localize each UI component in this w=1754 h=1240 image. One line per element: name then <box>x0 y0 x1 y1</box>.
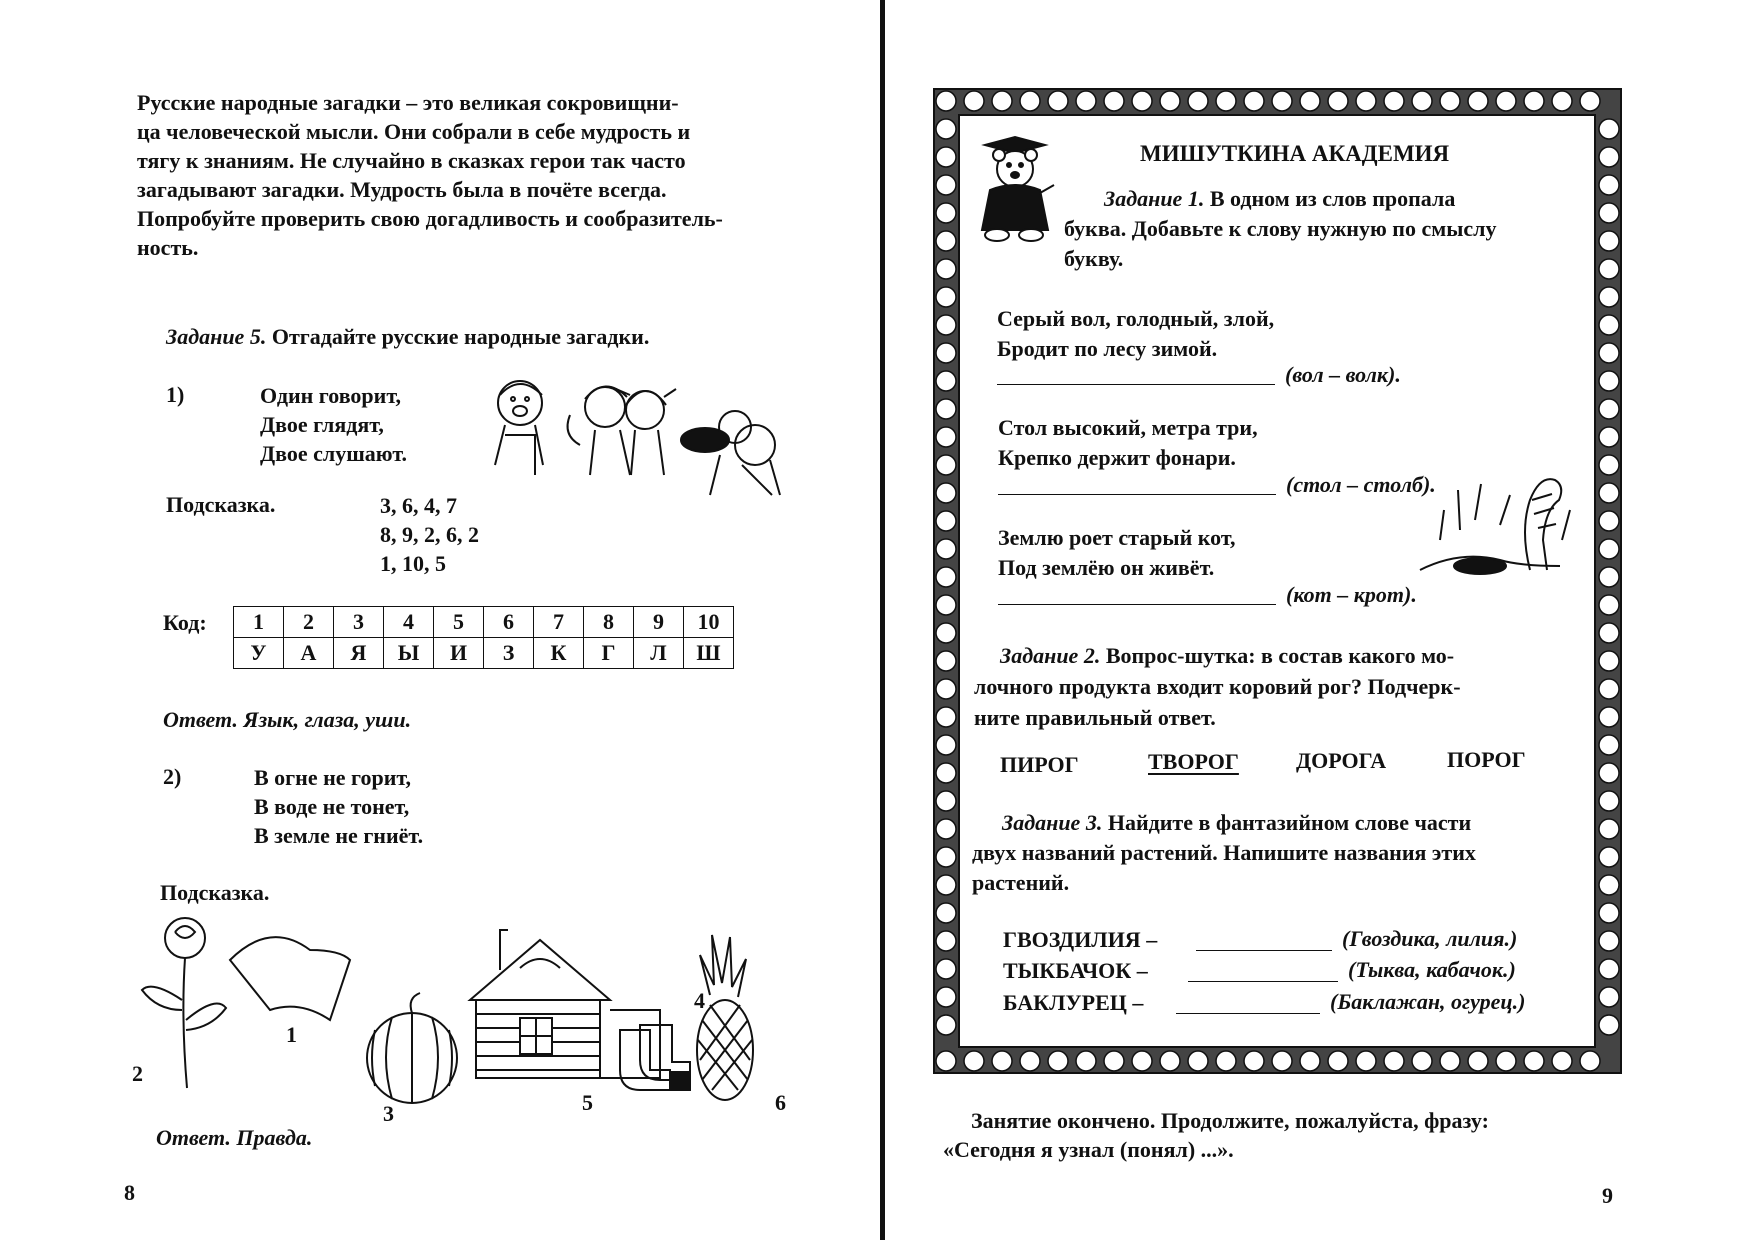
frame-circle <box>1328 1051 1348 1071</box>
frame-circle <box>1468 1051 1488 1071</box>
frame-circle <box>1599 231 1619 251</box>
riddle1-answer: Ответ. Язык, глаза, уши. <box>163 707 412 732</box>
frame-circle <box>936 735 956 755</box>
frame-circle <box>936 511 956 531</box>
frame-circle <box>1104 91 1124 111</box>
answer-line <box>1176 1013 1320 1014</box>
frame-circle <box>936 259 956 279</box>
riddle-line: Один говорит, <box>260 383 401 408</box>
code-cell: 9 <box>634 607 684 638</box>
frame-circle <box>1599 203 1619 223</box>
frame-circle <box>936 875 956 895</box>
frame-circle <box>1272 1051 1292 1071</box>
frame-circle <box>1496 91 1516 111</box>
task2-instructions <box>974 640 1584 733</box>
code-cell: 10 <box>684 607 734 638</box>
poem-2 <box>998 413 1258 473</box>
frame-circle <box>936 679 956 699</box>
frame-circle <box>1216 1051 1236 1071</box>
frame-circle <box>1412 91 1432 111</box>
code-cell: Г <box>584 638 634 669</box>
fantasy-word-1: ГВОЗДИЛИЯ – <box>1003 927 1158 952</box>
frame-circle <box>964 91 984 111</box>
task2-line: лочного продукта входит коровий рог? Подчерк- <box>974 674 1461 699</box>
option-porog[interactable]: ПОРОГ <box>1447 747 1526 772</box>
poem-1-answer: (вол – волк). <box>1285 362 1401 387</box>
riddle-line: Двое слушают. <box>260 441 407 466</box>
frame-circle <box>936 623 956 643</box>
code-cell: Ш <box>684 638 734 669</box>
frame-circle <box>1580 1051 1600 1071</box>
frame-circle <box>1384 91 1404 111</box>
frame-circle <box>936 567 956 587</box>
frame-circle <box>1599 819 1619 839</box>
frame-circle <box>936 987 956 1007</box>
poem-line: Стол высокий, метра три, <box>998 415 1258 440</box>
page-number-right: 9 <box>1602 1183 1613 1208</box>
riddle-line: В воде не тонет, <box>254 794 410 819</box>
frame-circle <box>936 595 956 615</box>
book-spine <box>880 0 885 1240</box>
picture-number-1: 1 <box>286 1022 297 1047</box>
frame-circle <box>936 231 956 251</box>
answer-line <box>1188 981 1338 982</box>
frame-circle <box>1599 1015 1619 1035</box>
frame-circle <box>1384 1051 1404 1071</box>
picture-number-6: 6 <box>775 1090 786 1115</box>
riddle2-text <box>254 763 423 850</box>
frame-circle <box>1132 1051 1152 1071</box>
frame-circle <box>1599 987 1619 1007</box>
riddle-line: Двое глядят, <box>260 412 384 437</box>
frame-circle <box>1048 1051 1068 1071</box>
fantasy-answer-3: (Баклажан, огурец.) <box>1330 989 1526 1014</box>
frame-circle <box>1188 1051 1208 1071</box>
frame-circle <box>1599 287 1619 307</box>
intro-line: ца человеческой мысли. Они собрали в себе мудрость и <box>137 119 691 144</box>
answer-line <box>997 384 1275 385</box>
code-cell: 8 <box>584 607 634 638</box>
frame-circle <box>1244 1051 1264 1071</box>
frame-circle <box>1048 91 1068 111</box>
riddle-line: В огне не горит, <box>254 765 412 790</box>
option-tvorog-underlined[interactable]: ТВОРОГ <box>1148 749 1239 774</box>
intro-line: ность. <box>137 235 199 260</box>
fantasy-word-2: ТЫКБАЧОК – <box>1003 958 1148 983</box>
frame-circle <box>1160 1051 1180 1071</box>
frame-circle <box>1300 1051 1320 1071</box>
task3-line: растений. <box>972 870 1070 895</box>
task1-label: Задание 1. <box>1104 186 1205 211</box>
frame-circle <box>1076 1051 1096 1071</box>
bear-graduate-illustration <box>965 135 1055 245</box>
frame-circle <box>1552 1051 1572 1071</box>
frame-circle <box>936 791 956 811</box>
code-cell: И <box>434 638 484 669</box>
frame-circle <box>1599 147 1619 167</box>
frame-circle <box>936 651 956 671</box>
frame-circle <box>1412 1051 1432 1071</box>
frame-circle <box>1440 91 1460 111</box>
frame-circle <box>1440 1051 1460 1071</box>
task1-line: В одном из слов пропала <box>1209 186 1456 211</box>
task1-instructions <box>1064 184 1584 274</box>
frame-circle <box>1599 399 1619 419</box>
hint-line: 3, 6, 4, 7 <box>380 493 457 518</box>
frame-circle <box>1020 1051 1040 1071</box>
code-cell: З <box>484 638 534 669</box>
frame-circle <box>1599 623 1619 643</box>
poem-line: Серый вол, голодный, злой, <box>997 306 1275 331</box>
poem-line: Крепко держит фонари. <box>998 445 1236 470</box>
riddle1-hint-label: Подсказка. <box>166 492 276 517</box>
frame-circle <box>1599 679 1619 699</box>
task2-label: Задание 2. <box>1000 643 1101 668</box>
frame-circle <box>1599 259 1619 279</box>
frame-circle <box>1552 91 1572 111</box>
frame-circle <box>1599 875 1619 895</box>
poem-3-answer: (кот – крот). <box>1286 582 1417 607</box>
task2-line: Вопрос-шутка: в состав какого мо- <box>1105 643 1455 668</box>
task3-line: Найдите в фантазийном слове части <box>1107 810 1472 835</box>
riddle2-number: 2) <box>163 764 182 789</box>
frame-circle <box>1328 91 1348 111</box>
frame-circle <box>1020 91 1040 111</box>
frame-circle <box>1599 735 1619 755</box>
code-table <box>233 606 734 669</box>
frame-circle <box>936 175 956 195</box>
frame-circle <box>936 455 956 475</box>
frame-circle <box>1599 427 1619 447</box>
frame-circle <box>936 371 956 391</box>
task5-label: Задание 5. <box>166 324 267 349</box>
task2-line: ните правильный ответ. <box>974 705 1216 730</box>
frame-circle <box>1599 959 1619 979</box>
poem-line: Землю роет старый кот, <box>998 525 1236 550</box>
picture-hints <box>120 910 820 1110</box>
frame-circle <box>1300 91 1320 111</box>
frame-circle <box>936 147 956 167</box>
hint-line: 8, 9, 2, 6, 2 <box>380 522 479 547</box>
task3-line: двух названий растений. Напишите названия этих <box>972 840 1476 865</box>
mole-illustration <box>1420 470 1585 580</box>
frame-circle <box>1272 91 1292 111</box>
intro-line: загадывают загадки. Мудрость была в почёте всегда. <box>137 177 667 202</box>
task3-label: Задание 3. <box>1002 810 1103 835</box>
closing-line: «Сегодня я узнал (понял) ...». <box>943 1137 1234 1162</box>
intro-line: Попробуйте проверить свою догадливость и сообразитель- <box>137 206 723 231</box>
frame-circle <box>936 763 956 783</box>
code-cell: 7 <box>534 607 584 638</box>
academy-title: МИШУТКИНА АКАДЕМИЯ <box>1140 141 1450 166</box>
intro-paragraph <box>137 88 827 262</box>
frame-circle <box>1356 1051 1376 1071</box>
frame-circle <box>936 483 956 503</box>
code-cell: 2 <box>284 607 334 638</box>
frame-circle <box>1188 91 1208 111</box>
frame-circle <box>1104 1051 1124 1071</box>
frame-circle <box>936 203 956 223</box>
frame-circle <box>1599 483 1619 503</box>
code-cell: Я <box>334 638 384 669</box>
code-number-row <box>234 607 734 638</box>
picture-number-2: 2 <box>132 1061 143 1086</box>
frame-circle <box>992 91 1012 111</box>
frame-circle <box>936 1015 956 1035</box>
frame-circle <box>936 539 956 559</box>
frame-circle <box>936 847 956 867</box>
code-cell: У <box>234 638 284 669</box>
code-cell: 6 <box>484 607 534 638</box>
poem-2-answer: (стол – столб). <box>1286 472 1436 497</box>
frame-circle <box>1599 847 1619 867</box>
fantasy-word-3: БАКЛУРЕЦ – <box>1003 990 1144 1015</box>
code-cell: К <box>534 638 584 669</box>
option-doroga[interactable]: ДОРОГА <box>1296 748 1387 773</box>
frame-circle <box>936 1051 956 1071</box>
riddle-line: В земле не гниёт. <box>254 823 424 848</box>
code-cell: 4 <box>384 607 434 638</box>
frame-circle <box>1599 539 1619 559</box>
frame-circle <box>1496 1051 1516 1071</box>
riddle1-hint-numbers <box>380 491 479 578</box>
answer-line <box>998 604 1276 605</box>
children-illustration <box>480 375 820 500</box>
frame-circle <box>1132 91 1152 111</box>
fantasy-answer-2: (Тыква, кабачок.) <box>1348 957 1516 982</box>
frame-circle <box>1599 315 1619 335</box>
frame-circle <box>936 427 956 447</box>
code-cell: 1 <box>234 607 284 638</box>
code-cell: 3 <box>334 607 384 638</box>
poem-1 <box>997 304 1274 364</box>
frame-circle <box>992 1051 1012 1071</box>
task5-heading <box>166 322 649 351</box>
code-cell: Л <box>634 638 684 669</box>
answer-line <box>1196 950 1332 951</box>
poem-line: Бродит по лесу зимой. <box>997 336 1218 361</box>
code-label: Код: <box>163 610 207 635</box>
frame-circle <box>1356 91 1376 111</box>
fantasy-answer-1: (Гвоздика, лилия.) <box>1342 926 1518 951</box>
answer-line <box>998 494 1276 495</box>
frame-circle <box>936 819 956 839</box>
frame-circle <box>1599 651 1619 671</box>
code-cell: А <box>284 638 334 669</box>
code-cell: 5 <box>434 607 484 638</box>
picture-number-5: 5 <box>582 1090 593 1115</box>
frame-circle <box>1076 91 1096 111</box>
frame-circle <box>1599 175 1619 195</box>
frame-circle <box>1599 931 1619 951</box>
riddle1-text <box>260 381 407 468</box>
frame-circle <box>936 707 956 727</box>
frame-circle <box>1599 763 1619 783</box>
frame-circle <box>1580 91 1600 111</box>
code-letter-row <box>234 638 734 669</box>
task3-instructions <box>972 808 1584 898</box>
riddle1-number: 1) <box>166 382 185 407</box>
frame-circle <box>936 315 956 335</box>
riddle2-hint-label: Подсказка. <box>160 880 270 905</box>
frame-circle <box>1599 903 1619 923</box>
task1-line: букву. <box>1064 246 1124 271</box>
frame-circle <box>1160 91 1180 111</box>
intro-line: тягу к знаниям. Не случайно в сказках герои так часто <box>137 148 686 173</box>
hint-line: 1, 10, 5 <box>380 551 446 576</box>
code-cell: Ы <box>384 638 434 669</box>
frame-circle <box>1599 455 1619 475</box>
frame-circle <box>936 343 956 363</box>
frame-circle <box>936 119 956 139</box>
frame-circle <box>1599 595 1619 615</box>
frame-circle <box>1599 707 1619 727</box>
page-number-left: 8 <box>124 1180 135 1205</box>
frame-circle <box>964 1051 984 1071</box>
riddle2-answer: Ответ. Правда. <box>156 1125 313 1150</box>
frame-circle <box>936 903 956 923</box>
frame-circle <box>1599 511 1619 531</box>
picture-number-3: 3 <box>383 1101 394 1126</box>
intro-line: Русские народные загадки – это великая сокровищни- <box>137 90 679 115</box>
frame-circle <box>1216 91 1236 111</box>
option-pirog[interactable]: ПИРОГ <box>1000 752 1079 777</box>
frame-circle <box>936 399 956 419</box>
poem-3 <box>998 523 1236 583</box>
frame-circle <box>936 931 956 951</box>
closing-text <box>943 1106 1614 1164</box>
frame-circle <box>1599 791 1619 811</box>
task5-text: Отгадайте русские народные загадки. <box>271 324 650 349</box>
poem-line: Под землёю он живёт. <box>998 555 1215 580</box>
frame-circle <box>936 287 956 307</box>
frame-circle <box>1599 119 1619 139</box>
frame-circle <box>1244 91 1264 111</box>
closing-line: Занятие окончено. Продолжите, пожалуйста, фразу: <box>971 1108 1489 1133</box>
frame-circle <box>1524 1051 1544 1071</box>
task1-line: буква. Добавьте к слову нужную по смыслу <box>1064 216 1497 241</box>
frame-circle <box>1599 371 1619 391</box>
frame-circle <box>936 91 956 111</box>
frame-circle <box>1468 91 1488 111</box>
frame-circle <box>1599 343 1619 363</box>
frame-circle <box>1524 91 1544 111</box>
picture-number-4: 4 <box>694 988 705 1013</box>
frame-circle <box>936 959 956 979</box>
frame-circle <box>1599 567 1619 587</box>
